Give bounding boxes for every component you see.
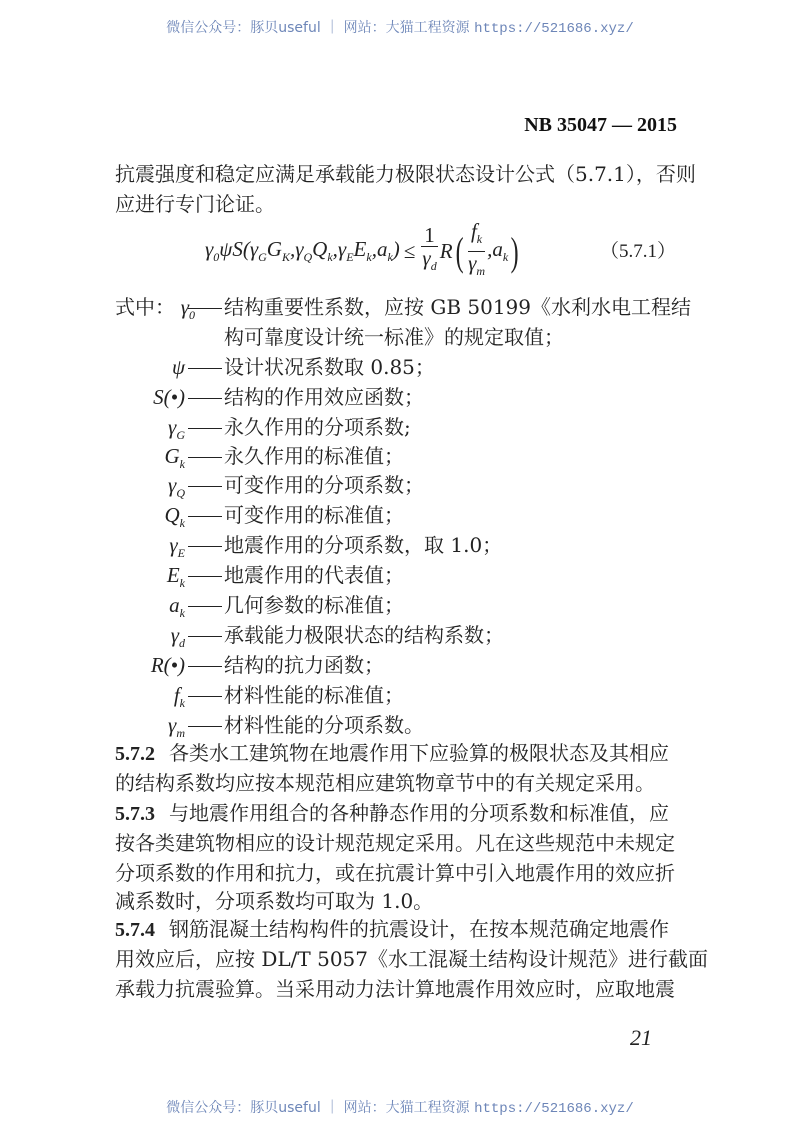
em-dash xyxy=(188,398,222,399)
em-dash xyxy=(188,726,222,727)
definition-description: 结构的作用效应函数； xyxy=(224,385,424,409)
definition-text xyxy=(188,470,424,500)
definition-symbol: $\gamma_d$ xyxy=(170,623,185,651)
clause-number: 5.7.2 xyxy=(115,743,155,765)
watermark-url: https://521686.xyz/ xyxy=(474,21,634,37)
definition-symbol: $\gamma_0$ xyxy=(180,295,195,323)
definition-description: 可变作用的标准值； xyxy=(224,503,404,527)
definition-text xyxy=(188,292,692,322)
em-dash xyxy=(188,546,222,547)
definition-symbol: $Q_k$ xyxy=(164,503,185,531)
definition-symbol: $f_k$ xyxy=(173,683,185,711)
clause-text: 各类水工建筑物在地震作用下应验算的极限状态及其相应 xyxy=(169,741,669,765)
definition-description: 地震作用的代表值； xyxy=(224,563,404,587)
watermark-text: 微信公众号：豚贝useful ｜ 网站：大猫工程资源 xyxy=(166,20,470,36)
clause-line xyxy=(115,768,668,798)
definition-text xyxy=(188,500,404,530)
definition-text xyxy=(188,650,384,680)
watermark-url: https://521686.xyz/ xyxy=(474,1101,634,1117)
clause-line xyxy=(115,828,675,858)
clause-text: 的结构系数均应按本规范相应建筑物章节中的有关规定采用。 xyxy=(115,771,655,795)
definition-symbol: $E_k$ xyxy=(166,563,185,591)
definition-text xyxy=(188,441,404,471)
clause-line xyxy=(115,858,675,888)
definition-text xyxy=(188,412,411,442)
clause-text: 减系数时，分项系数均可取为 1.0。 xyxy=(115,889,434,913)
page-number: 21 xyxy=(630,1025,652,1050)
definition-description: 几何参数的标准值； xyxy=(224,593,404,617)
clause-line xyxy=(115,974,675,1004)
definition-text xyxy=(188,680,404,710)
intro-line-1: 抗震强度和稳定应满足承载能力极限状态设计公式（5.7.1），否则 xyxy=(115,162,696,186)
definition-text xyxy=(188,620,504,650)
clause-text: 承载力抗震验算。当采用动力法计算地震作用效应时，应取地震 xyxy=(115,977,675,1001)
clause-text: 与地震作用组合的各种静态作用的分项系数和标准值，应 xyxy=(169,801,669,825)
definition-symbol: $\gamma_E$ xyxy=(169,533,185,561)
definition-description: 材料性能的分项系数。 xyxy=(224,713,424,737)
em-dash xyxy=(188,576,222,577)
em-dash xyxy=(188,428,222,429)
definition-text xyxy=(188,710,424,740)
standard-number: NB 35047 — 2015 xyxy=(524,114,677,136)
clause-text: 用效应后，应按 DL/T 5057《水工混凝土结构设计规范》进行截面 xyxy=(115,947,709,971)
em-dash xyxy=(188,516,222,517)
clause-5-7-3 xyxy=(115,798,668,828)
clause-text: 分项系数的作用和抗力，或在抗震计算中引入地震作用的效应折 xyxy=(115,861,675,885)
em-dash xyxy=(188,486,222,487)
watermark-bottom xyxy=(0,1097,800,1117)
clause-line xyxy=(115,886,668,916)
definition-symbol: $G_k$ xyxy=(164,444,185,472)
em-dash xyxy=(188,606,222,607)
definition-description: 结构重要性系数，应按 GB 50199《水利水电工程结 xyxy=(224,295,692,319)
definition-description: 永久作用的分项系数; xyxy=(224,415,411,439)
formula-5-7-1: $\gamma_0\psi S(\gamma_GG_K,\gamma_QQ_k,\gamma_EE_k,a_k)$ ≤ $\frac{1}{\gamma_d}$ R ( $\frac{f_k}{\gamma_m}$ $,a_k$ ) xyxy=(205,219,519,278)
clause-5-7-2 xyxy=(115,738,668,768)
definition-text xyxy=(188,352,435,382)
em-dash xyxy=(188,368,222,369)
definition-symbol: S(•) xyxy=(153,385,185,409)
em-dash xyxy=(188,457,222,458)
definition-continuation: 构可靠度设计统一标准》的规定取值； xyxy=(224,325,564,349)
clause-line xyxy=(115,944,709,974)
where-label: 式中： xyxy=(115,295,175,319)
definition-text xyxy=(188,382,424,412)
definition-symbol: $\gamma_m$ xyxy=(168,713,185,741)
definition-description: 设计状况系数取 0.85； xyxy=(224,355,435,379)
clause-5-7-4 xyxy=(115,914,668,944)
definition-text xyxy=(188,560,404,590)
definition-description: 承载能力极限状态的结构系数； xyxy=(224,623,504,647)
definition-symbol: $a_k$ xyxy=(169,593,185,621)
definition-description: 材料性能的标准值； xyxy=(224,683,404,707)
definition-symbol: ψ xyxy=(171,355,185,379)
definition-description: 永久作用的标准值； xyxy=(224,444,404,468)
definition-description: 地震作用的分项系数，取 1.0； xyxy=(224,533,503,557)
clause-number: 5.7.4 xyxy=(115,919,155,941)
watermark-text: 微信公众号：豚贝useful ｜ 网站：大猫工程资源 xyxy=(166,1100,470,1116)
intro-line-2: 应进行专门论证。 xyxy=(115,192,275,216)
definition-description: 结构的抗力函数； xyxy=(224,653,384,677)
clause-number: 5.7.3 xyxy=(115,803,155,825)
equation-number: （5.7.1） xyxy=(600,241,677,262)
em-dash xyxy=(188,308,222,309)
em-dash xyxy=(188,666,222,667)
definition-symbol: $\gamma_G$ xyxy=(168,415,185,443)
definition-description: 可变作用的分项系数； xyxy=(224,473,424,497)
definition-text xyxy=(188,530,502,560)
watermark-top xyxy=(0,17,800,37)
definition-text xyxy=(188,590,404,620)
em-dash xyxy=(188,636,222,637)
definition-symbol: $\gamma_Q$ xyxy=(168,473,185,501)
definition-symbol: R(•) xyxy=(150,653,185,677)
em-dash xyxy=(188,696,222,697)
clause-text: 按各类建筑物相应的设计规范规定采用。凡在这些规范中未规定 xyxy=(115,831,675,855)
clause-text: 钢筋混凝土结构构件的抗震设计，在按本规范确定地震作 xyxy=(169,917,669,941)
